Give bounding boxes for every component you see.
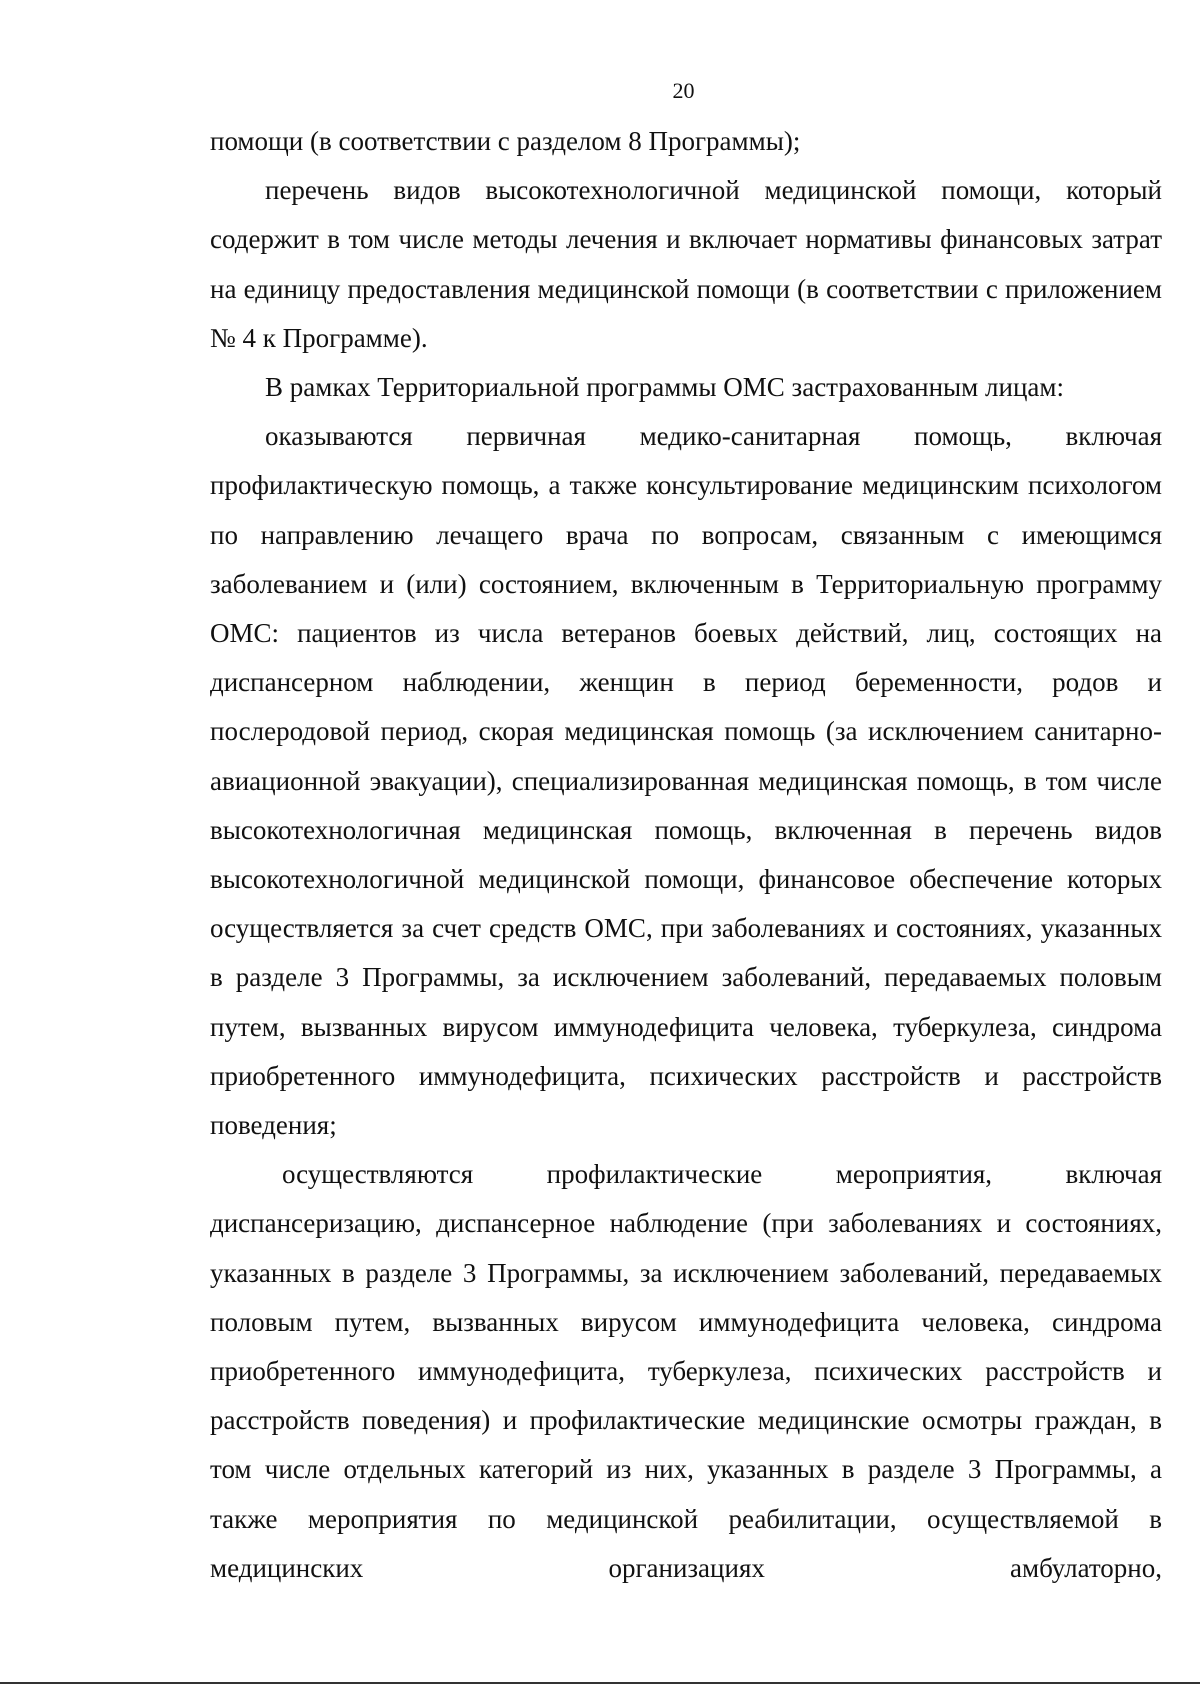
paragraph-program-intro: В рамках Территориальной программы ОМС застрахованным лицам:	[265, 372, 1064, 403]
paragraph-continuation: помощи (в соответствии с разделом 8 Программы);	[210, 126, 801, 156]
paragraph-preventive-measures: осуществляются профилактические мероприятия, включая диспансеризацию, диспансерное наблюдение (при заболеваниях и состояниях, указанных в разделе 3 Программы, за исключением заболеваний, передаваемых половым путем, вызванных вирусом иммунодефицита человека, синдрома приобретенного иммунодефицита, туберкулеза, психических расстройств и расстройств поведения) и профилактические медицинские осмотры граждан, в том числе отдельных категорий из них, указанных в разделе 3 Программы, а также мероприятия по медицинской реабилитации, осуществляемой в медицинских организациях амбулаторно,	[210, 1159, 1162, 1583]
body-text	[210, 117, 1162, 1593]
paragraph-high-tech-list: перечень видов высокотехнологичной медицинской помощи, который содержит в том числе методы лечения и включает нормативы финансовых затрат на единицу предоставления медицинской помощи (в соответствии с приложением № 4 к Программе).	[210, 175, 1162, 353]
bottom-scan-edge	[0, 1682, 1200, 1684]
paragraph-care-provided: оказываются первичная медико-санитарная помощь, включая профилактическую помощь, а также консультирование медицинским психологом по направлению лечащего врача по вопросам, связанным с имеющимся заболеванием и (или) состоянием, включенным в Территориальную программу ОМС: пациентов из числа ветеранов боевых действий, лиц, состоящих на диспансерном наблюдении, женщин в период беременности, родов и послеродовой период, скорая медицинская помощь (за исключением санитарно-авиационной эвакуации), специализированная медицинская помощь, в том числе высокотехнологичная медицинская помощь, включенная в перечень видов высокотехнологичной медицинской помощи, финансовое обеспечение которых осуществляется за счет средств ОМС, при заболеваниях и состояниях, указанных в разделе 3 Программы, за исключением заболеваний, передаваемых половым путем, вызванных вирусом иммунодефицита человека, туберкулеза, синдрома приобретенного иммунодефицита, психических расстройств и расстройств поведения;	[210, 421, 1162, 1141]
page-number: 20	[672, 78, 695, 103]
